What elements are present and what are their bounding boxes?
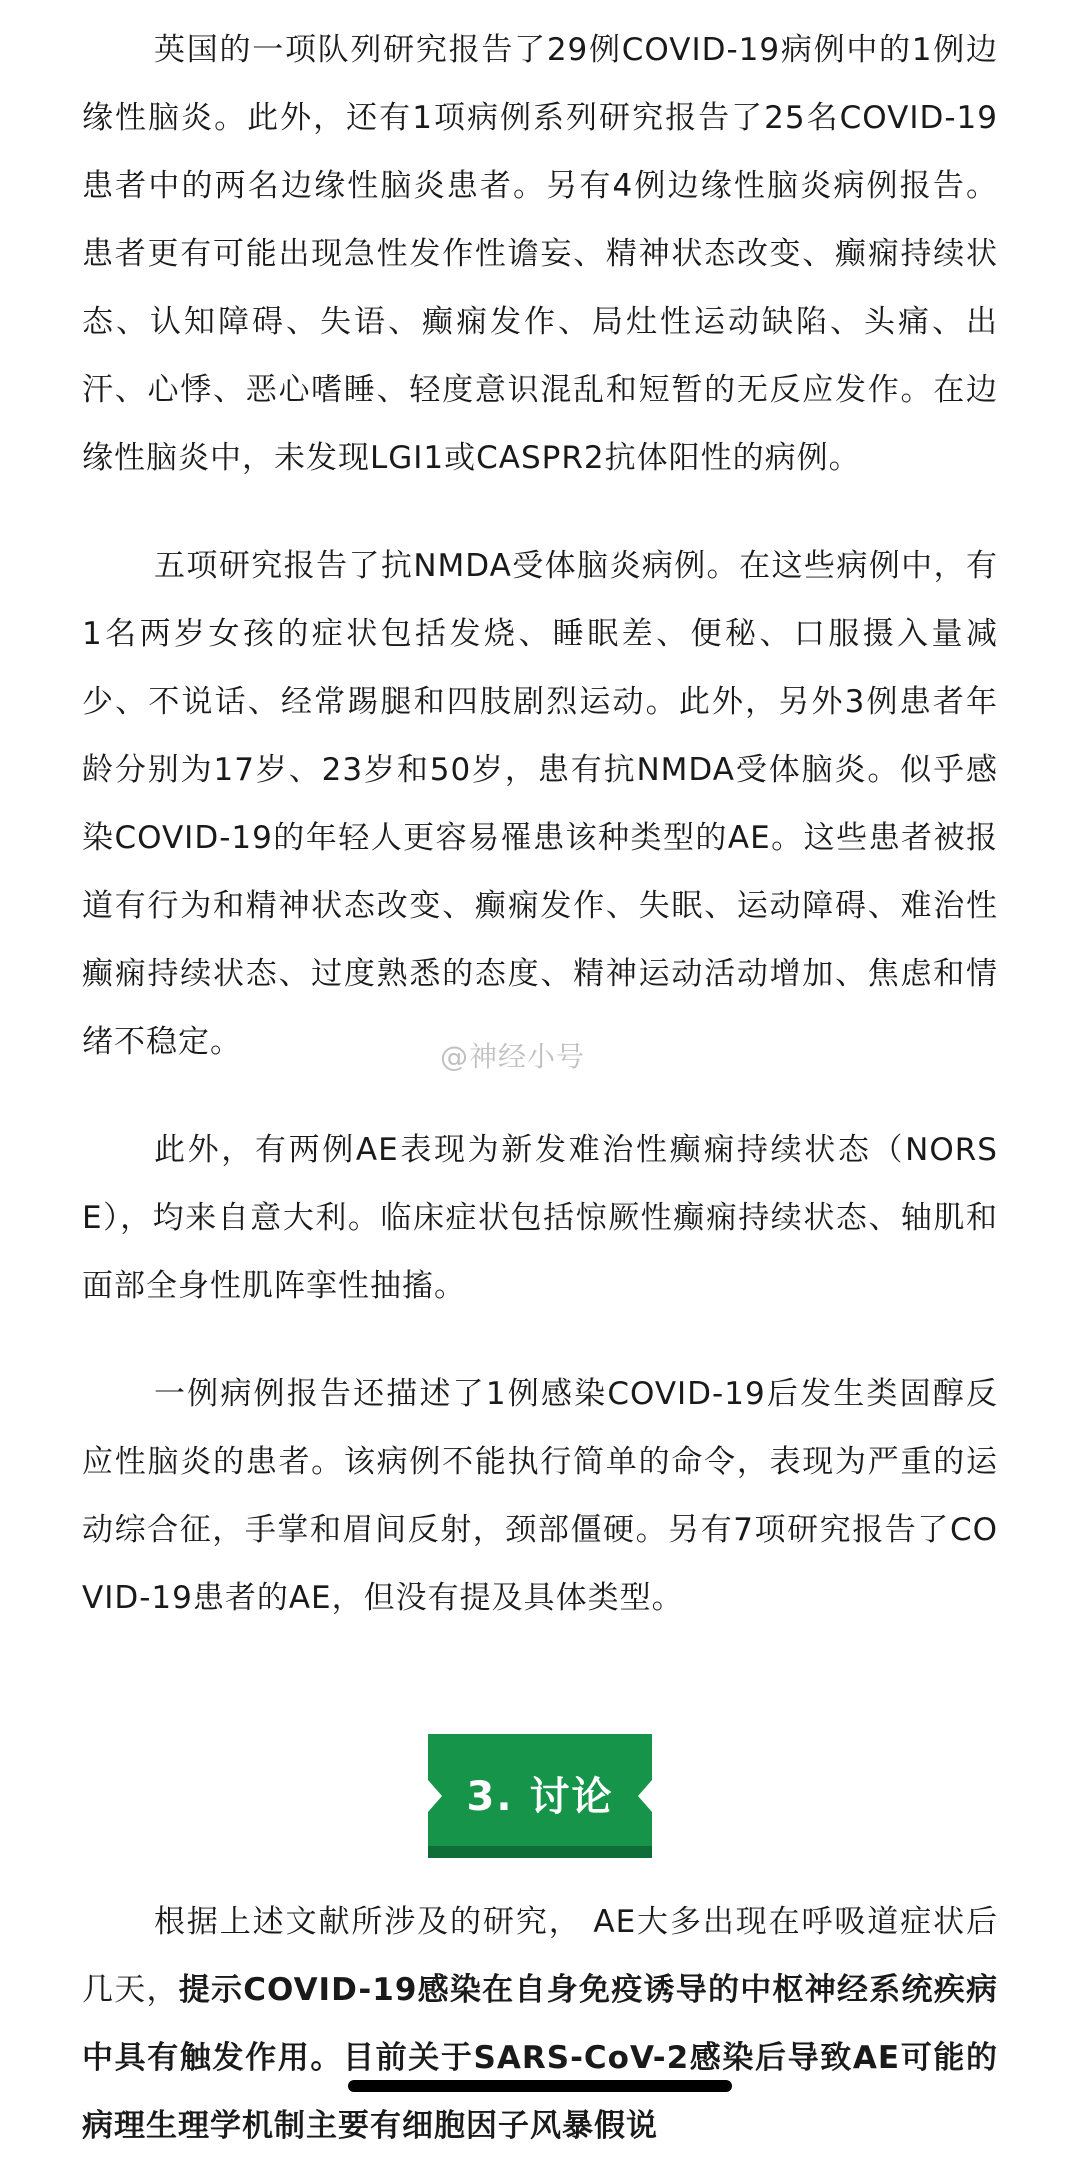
section-heading-badge <box>428 1734 652 1858</box>
discussion-lead-text: 根据上述文献所涉及的研究， AE大多出现在呼吸道症状后几天， <box>82 1904 998 2008</box>
discussion-body <box>82 1888 998 2160</box>
article-body <box>82 16 998 1632</box>
paragraph-steroid-responsive: 一例病例报告还描述了1例感染COVID-19后发生类固醇反应性脑炎的患者。该病例不能执行简单的命令，表现为严重的运动综合征，手掌和眉间反射，颈部僵硬。另有7项研究报告了COVID-19患者的AE，但没有提及具体类型。 <box>82 1376 998 1616</box>
paragraph-nmda-encephalitis: 五项研究报告了抗NMDA受体脑炎病例。在这些病例中，有1名两岁女孩的症状包括发烧、睡眠差、便秘、口服摄入量减少、不说话、经常踢腿和四肢剧烈运动。此外，另外3例患者年龄分别为17岁、23岁和50岁，患有抗NMDA受体脑炎。似乎感染COVID-19的年轻人更容易罹患该种类型的AE。这些患者被报道有行为和精神状态改变、癫痫发作、失眠、运动障碍、难治性癫痫持续状态、过度熟悉的态度、精神运动活动增加、焦虑和情绪不稳定。 <box>82 548 998 1060</box>
notch-left-decoration <box>428 1780 442 1812</box>
paragraph-norse: 此外，有两例AE表现为新发难治性癫痫持续状态（NORSE），均来自意大利。临床症状包括惊厥性癫痫持续状态、轴肌和面部全身性肌阵挛性抽搐。 <box>82 1132 998 1304</box>
section-heading-title: 3. 讨论 <box>466 1773 614 1820</box>
discussion-bold-text: 提示COVID-19感染在自身免疫诱导的中枢神经系统疾病中具有触发作用。目前关于SARS-CoV-2感染后导致AE可能的病理生理学机制主要有细胞因子风暴假说 <box>82 1972 999 2144</box>
watermark: @神经小号 <box>440 1040 586 1073</box>
home-indicator[interactable] <box>348 2080 732 2092</box>
section-heading-container <box>0 1734 1080 1858</box>
paragraph-discussion <box>82 1888 998 2160</box>
notch-right-decoration <box>638 1780 652 1812</box>
paragraph-limbic-encephalitis: 英国的一项队列研究报告了29例COVID-19病例中的1例边缘性脑炎。此外，还有1项病例系列研究报告了25名COVID-19患者中的两名边缘性脑炎患者。另有4例边缘性脑炎病例报告。患者更有可能出现急性发作性谵妄、精神状态改变、癫痫持续状态、认知障碍、失语、癫痫发作、局灶性运动缺陷、头痛、出汗、心悸、恶心嗜睡、轻度意识混乱和短暂的无反应发作。在边缘性脑炎中，未发现LGI1或CASPR2抗体阳性的病例。 <box>82 32 998 476</box>
